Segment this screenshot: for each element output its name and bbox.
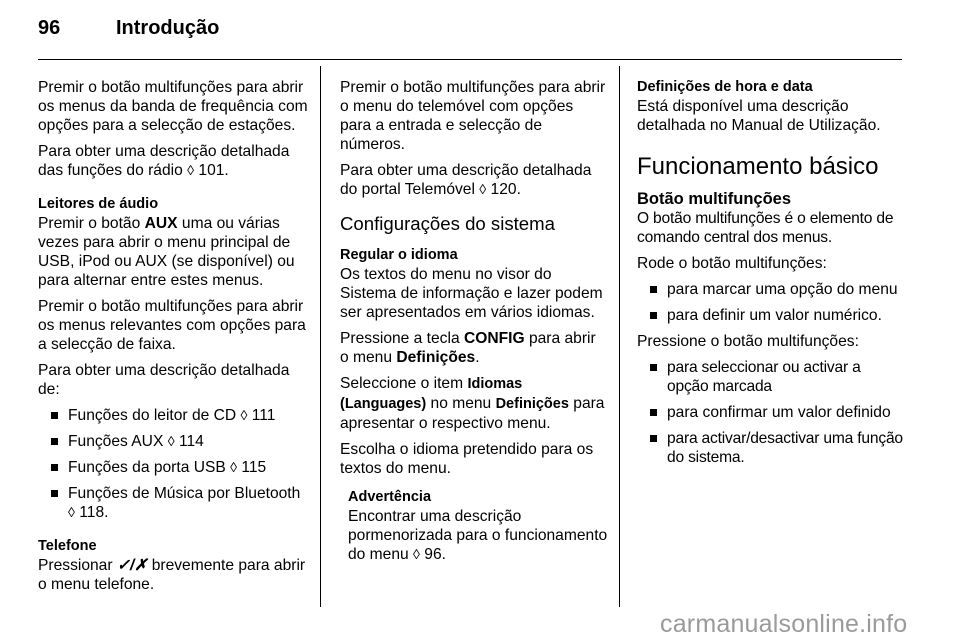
subheading-multifunction: Botão multifunções [637,190,792,208]
subheading-phone: Telefone [38,538,97,554]
section-heading: Funcionamento básico [637,153,879,180]
column-divider-1 [320,66,321,607]
paragraph: Premir o botão multifunções para abrir os menus relevantes com opções para a selecção de faixa. [38,298,306,353]
page-ref[interactable]: 96. [424,546,446,563]
page-ref[interactable]: 114 [178,433,204,450]
page-ref-arrow-icon: ◊ [187,162,195,178]
column-3 [637,78,905,474]
phone-end-icon: ✓/✗ [116,557,148,574]
paragraph: Para obter uma descrição detalhada das funções do rádio ◊ 101. [38,143,290,179]
list-item: Funções de Música por Bluetooth ◊ 118. [38,484,308,522]
paragraph: Pressione o botão multifunções: [637,333,859,350]
subheading-audio: Leitores de áudio [38,196,159,212]
note-title: Advertência [348,489,432,505]
page-ref-arrow-icon: ◊ [240,407,248,423]
section-heading: Configurações do sistema [340,213,555,234]
paragraph: Pressione a tecla CONFIG para abrir o menu Definições. [340,330,596,366]
list-item: para activar/desactivar uma função do sistema. [637,429,905,467]
page-ref-arrow-icon: ◊ [167,433,175,449]
column-divider-2 [619,66,620,607]
page-ref[interactable]: 111 [251,407,276,424]
page-ref[interactable]: 120. [490,181,521,198]
paragraph: O botão multifunções é o elemento de comando central dos menus. [637,210,894,246]
list-item: Funções da porta USB ◊ 115 [38,458,308,477]
feature-list [38,406,308,522]
paragraph: Premir o botão multifunções para abrir os menus da banda de frequência com opções para a selecção de estações. [38,79,308,134]
paragraph: Pressionar ✓/✗ brevemente para abrir o menu telefone. [38,557,306,593]
page-ref[interactable]: 101. [198,162,229,179]
subheading-language: Regular o idioma [340,247,458,263]
note-box [340,488,608,564]
paragraph: Escolha o idioma pretendido para os textos do menu. [340,441,594,477]
list-item: Funções AUX ◊ 114 [38,432,308,451]
note-text: Encontrar uma descrição pormenorizada para o funcionamento do menu ◊ 96. [348,508,608,563]
paragraph: Premir o botão AUX uma ou várias vezes para abrir o menu principal de USB, iPod ou AUX (se disponível) ou para alternar entre estes menus. [38,215,295,289]
column-1 [38,78,308,601]
list-item: para marcar uma opção do menu [637,280,905,299]
header-rule [38,59,902,60]
list-item: para confirmar um valor definido [637,403,905,422]
paragraph: Os textos do menu no visor do Sistema de informação e lazer podem ser apresentados em vários idiomas. [340,266,603,321]
list-item: para definir um valor numérico. [637,306,905,325]
press-list [637,358,905,467]
page-ref[interactable]: 115 [241,459,267,476]
list-item: para seleccionar ou activar a opção marcada [637,358,905,396]
page-number: 96 [38,17,61,39]
paragraph: Para obter uma descrição detalhada de: [38,362,290,398]
page-ref-arrow-icon: ◊ [479,181,487,197]
paragraph: Seleccione o item Idiomas (Languages) no menu Definições para apresentar o respectivo menu. [340,375,605,432]
page-ref[interactable]: 118. [79,504,109,521]
watermark: carmanualsonline.info [660,610,908,638]
rotate-list [637,280,905,325]
paragraph: Está disponível uma descrição detalhada no Manual de Utilização. [637,98,881,134]
paragraph: Rode o botão multifunções: [637,255,827,272]
list-item: Funções do leitor de CD ◊ 111 [38,406,308,425]
paragraph: Premir o botão multifunções para abrir o menu do telemóvel com opções para a entrada e selecção de números. [340,79,606,153]
subheading-time-date: Definições de hora e data [637,79,813,95]
page-ref-arrow-icon: ◊ [68,504,75,520]
paragraph: Para obter uma descrição detalhada do portal Telemóvel ◊ 120. [340,162,592,198]
page-ref-arrow-icon: ◊ [230,459,238,475]
chapter-title: Introdução [116,17,220,39]
column-2 [340,78,608,564]
page-ref-arrow-icon: ◊ [413,546,420,562]
